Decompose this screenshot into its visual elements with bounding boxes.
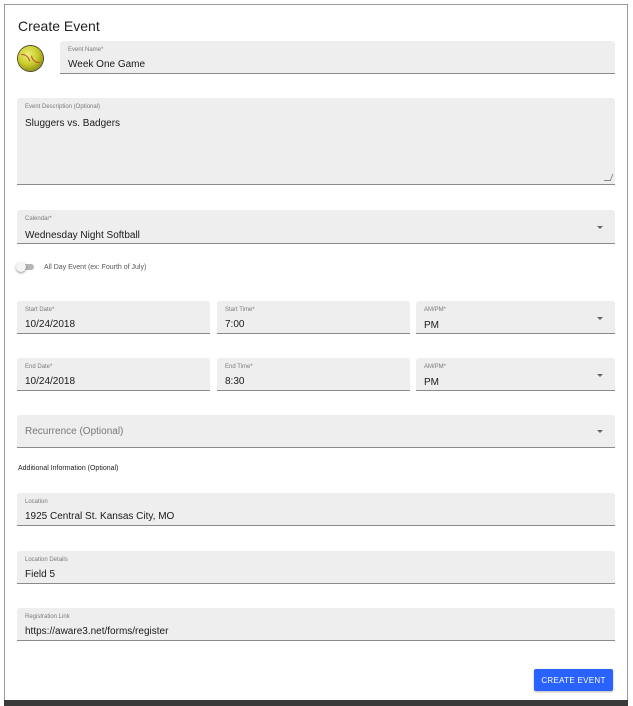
chevron-down-icon bbox=[597, 226, 603, 229]
event-name-field[interactable] bbox=[60, 41, 615, 74]
location-field[interactable] bbox=[17, 493, 615, 526]
registration-link-field[interactable] bbox=[17, 608, 615, 641]
chevron-down-icon bbox=[597, 430, 603, 433]
start-ampm-select[interactable] bbox=[416, 301, 615, 334]
end-time-label: End Time* bbox=[225, 364, 253, 370]
toggle-knob bbox=[16, 262, 26, 272]
end-date-label: End Date* bbox=[25, 364, 53, 370]
event-description-value: Sluggers vs. Badgers bbox=[25, 118, 121, 129]
end-ampm-value: PM bbox=[424, 377, 439, 388]
calendar-select[interactable] bbox=[17, 210, 615, 244]
chevron-down-icon bbox=[597, 317, 603, 320]
page-title: Create Event bbox=[18, 18, 100, 34]
event-name-label: Event Name* bbox=[68, 47, 104, 53]
location-value: 1925 Central St. Kansas City, MO bbox=[25, 511, 175, 522]
calendar-label: Calendar* bbox=[25, 216, 52, 222]
create-event-button[interactable]: CREATE EVENT bbox=[534, 669, 613, 691]
end-time-value: 8:30 bbox=[225, 376, 245, 387]
calendar-value: Wednesday Night Softball bbox=[25, 230, 140, 241]
chevron-down-icon bbox=[597, 374, 603, 377]
start-time-value: 7:00 bbox=[225, 319, 245, 330]
all-day-label: All Day Event (ex: Fourth of July) bbox=[44, 264, 147, 271]
location-details-field[interactable] bbox=[17, 551, 615, 584]
event-description-label: Event Description (Optional) bbox=[25, 104, 101, 110]
start-date-value: 10/24/2018 bbox=[25, 319, 76, 330]
location-details-value: Field 5 bbox=[25, 569, 56, 580]
event-description-field[interactable] bbox=[17, 98, 615, 185]
recurrence-placeholder: Recurrence (Optional) bbox=[25, 426, 124, 437]
location-label: Location bbox=[25, 499, 48, 505]
start-date-label: Start Date* bbox=[25, 307, 55, 313]
registration-link-value: https://aware3.net/forms/register bbox=[25, 626, 169, 637]
end-date-value: 10/24/2018 bbox=[25, 376, 76, 387]
resize-handle-icon[interactable] bbox=[604, 174, 614, 181]
start-time-label: Start Time* bbox=[225, 307, 255, 313]
registration-link-label: Registration Link bbox=[25, 614, 70, 620]
end-time-field[interactable] bbox=[217, 358, 410, 391]
start-time-field[interactable] bbox=[217, 301, 410, 334]
softball-icon[interactable] bbox=[18, 46, 43, 71]
start-ampm-label: AM/PM* bbox=[424, 307, 447, 313]
start-date-field[interactable] bbox=[17, 301, 210, 334]
additional-info-heading: Additional Information (Optional) bbox=[18, 465, 119, 472]
recurrence-select[interactable] bbox=[17, 415, 615, 448]
window-bottom-edge bbox=[4, 700, 628, 706]
start-ampm-value: PM bbox=[424, 320, 439, 331]
end-date-field[interactable] bbox=[17, 358, 210, 391]
end-ampm-select[interactable] bbox=[416, 358, 615, 391]
event-name-value: Week One Game bbox=[68, 59, 146, 70]
end-ampm-label: AM/PM* bbox=[424, 364, 447, 370]
location-details-label: Location Details bbox=[25, 557, 68, 563]
all-day-toggle[interactable] bbox=[16, 262, 36, 272]
